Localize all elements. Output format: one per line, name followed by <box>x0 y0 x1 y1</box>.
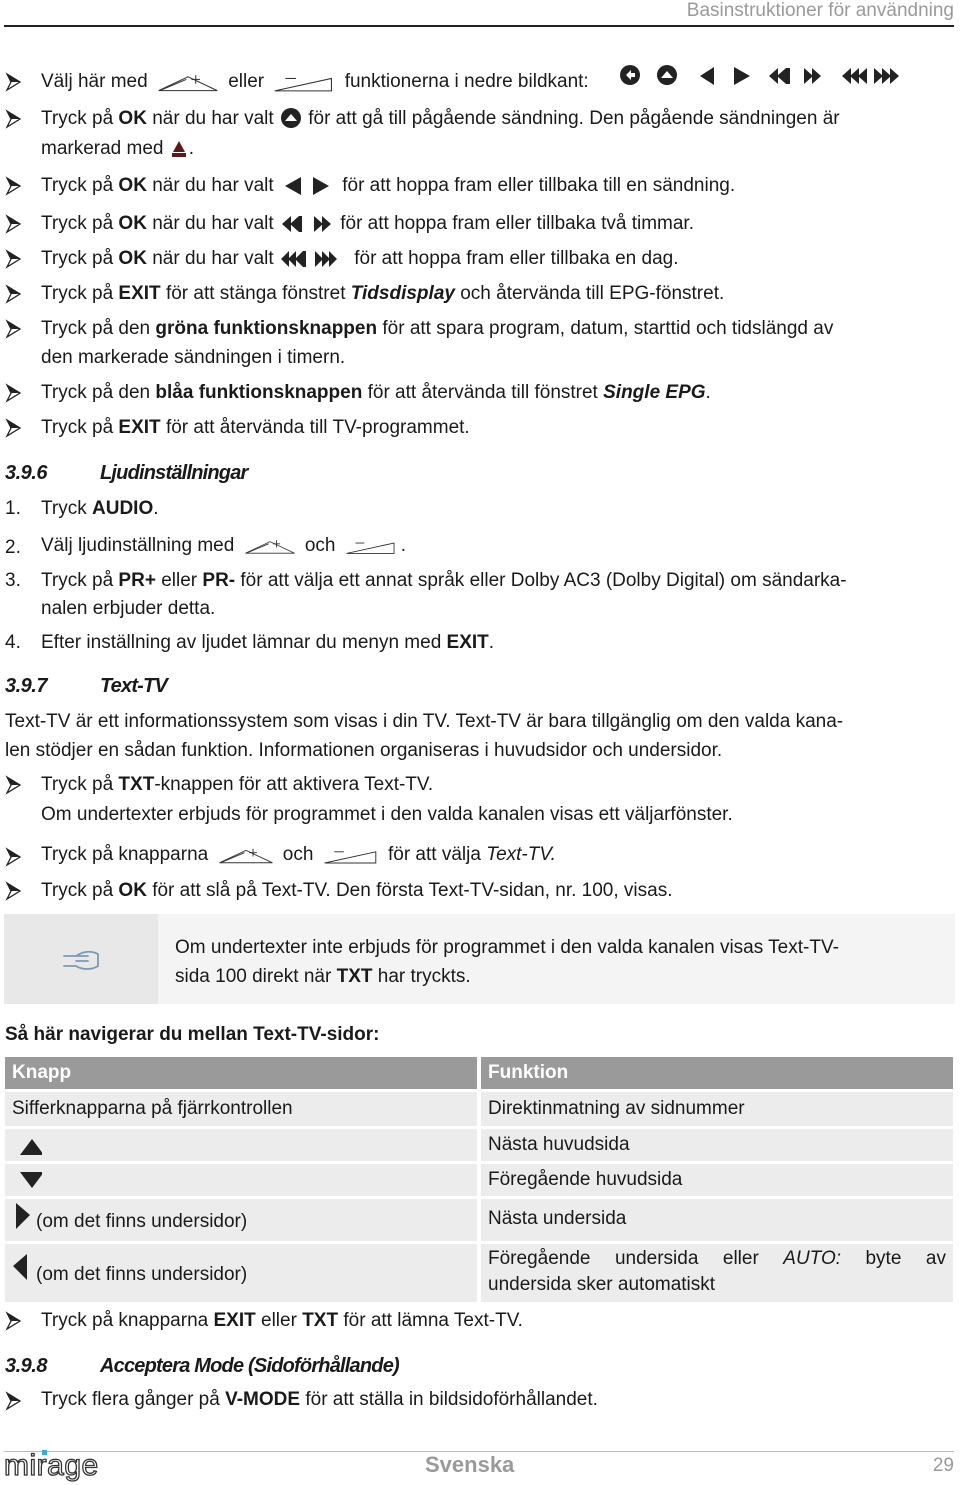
left-triangle-icon <box>700 67 714 85</box>
text: Tryck på knapparna <box>41 844 209 866</box>
triple-right-icon <box>874 68 899 84</box>
ok-key-label: OK <box>118 108 147 130</box>
plus-key-icon <box>157 70 219 94</box>
bullet-arrow-icon <box>5 175 23 197</box>
step-2 <box>41 534 406 558</box>
header-rule <box>4 25 954 27</box>
text: för att återvända till fönstret <box>367 382 598 403</box>
bullet-skip-two-hours <box>41 212 694 236</box>
bullet-arrow-icon <box>5 846 23 868</box>
text: Tryck på <box>41 774 114 795</box>
text: Efter inställning av ljudet lämnar du menyn med <box>41 632 442 653</box>
table-header-key: Knapp <box>5 1057 477 1089</box>
left-triangle-icon <box>11 1252 29 1282</box>
up-circle-icon <box>279 107 303 131</box>
exit-key-label: EXIT <box>213 1310 256 1331</box>
svg-text:mirage: mirage <box>4 1449 99 1482</box>
vmode-key-label: V-MODE <box>225 1389 301 1410</box>
table-cell-function: Nästa huvudsida <box>481 1129 953 1161</box>
bullet-vmode <box>41 1388 598 1412</box>
text: Välj här med <box>41 71 148 93</box>
step-1 <box>41 497 159 521</box>
text: Tryck på <box>41 417 114 438</box>
text: för att välja <box>387 844 481 866</box>
text: Tryck på <box>41 283 114 304</box>
section-title: Ljudinställningar <box>100 462 248 484</box>
page-header-title: Basinstruktioner för användning <box>686 0 954 21</box>
table-cell-function: Direktinmatning av sidnummer <box>481 1092 953 1126</box>
bullet-arrow-icon <box>5 382 23 404</box>
green-key-label: gröna funktionsknappen <box>155 318 378 339</box>
step-number: 4. <box>5 632 21 653</box>
section-title: Text-TV <box>100 675 167 697</box>
text: Tryck på <box>41 213 114 235</box>
text: för att återvända till TV-programmet. <box>165 417 470 438</box>
up-triangle-icon <box>12 1129 42 1161</box>
double-left-icon <box>769 68 790 84</box>
bullet-arrow-icon <box>5 417 23 439</box>
bullet-exit-tv <box>41 416 470 440</box>
text: och <box>304 535 336 557</box>
text: Tryck på <box>41 570 114 591</box>
text: när du har valt <box>152 213 274 235</box>
double-left-right-icons <box>279 212 335 236</box>
exit-key-label: EXIT <box>446 632 489 653</box>
ok-key-label: OK <box>118 880 147 901</box>
table-cell-function: Föregående huvudsida <box>481 1164 953 1196</box>
text: Tryck på <box>41 175 114 197</box>
pr-plus-key-label: PR+ <box>118 570 156 591</box>
bullet-go-to-current-cont <box>41 137 194 161</box>
step-number: 3. <box>5 570 21 591</box>
paragraph-line: Text-TV är ett informationssystem som visas i din TV. Text-TV är bara tillgänglig om den valda kana- <box>5 711 844 732</box>
text: undersida <box>614 1248 699 1269</box>
bullet-select-texttv <box>41 843 556 867</box>
bullet-arrow-icon <box>5 880 23 902</box>
step-4 <box>41 631 494 655</box>
bullet-green-key-cont <box>41 346 345 370</box>
bullet-arrow-icon <box>5 108 23 130</box>
current-marker-icon <box>169 139 189 159</box>
minus-key-icon <box>273 70 335 94</box>
text: . <box>188 138 195 159</box>
bullet-txt-key <box>41 773 433 797</box>
bullet-arrow-icon <box>5 213 23 235</box>
ok-key-label: OK <box>118 175 147 197</box>
text: eller <box>161 570 198 591</box>
text: Tryck på den <box>41 318 151 339</box>
text: har tryckts. <box>377 966 471 987</box>
audio-key-label: AUDIO <box>92 498 154 519</box>
text: Tryck på knapparna <box>41 1310 209 1331</box>
text: byte <box>865 1248 902 1269</box>
text: för att hoppa fram eller tillbaka till en sändning. <box>342 175 736 197</box>
text: och återvända till EPG-fönstret. <box>460 283 725 304</box>
section-number: 3.9.7 <box>5 675 47 697</box>
text: när du har valt <box>152 108 274 130</box>
window-name: Single EPG <box>603 382 706 403</box>
step-number: 1. <box>5 498 21 519</box>
minus-key-icon <box>323 843 379 867</box>
bullet-arrow-icon <box>5 248 23 270</box>
ok-key-label: OK <box>118 213 147 235</box>
bullet-ok-texttv <box>41 879 673 903</box>
text: . <box>400 535 407 557</box>
page-number: 29 <box>932 1455 954 1476</box>
bullet-go-to-current <box>41 107 840 131</box>
bullet-txt-key-cont: Om undertexter erbjuds för programmet i den valda kanalen visas ett väljarfönster. <box>41 804 733 825</box>
text: för att slå på Text-TV. Den första Text-TV-sidan, nr. 100, visas. <box>152 880 673 901</box>
plus-key-icon <box>218 843 274 867</box>
text: för att välja ett annat språk eller Dolby AC3 (Dolby Digital) om sändarka- <box>240 570 847 591</box>
text: Tryck <box>41 498 87 519</box>
bullet-arrow-icon <box>5 1390 23 1412</box>
note-line: Om undertexter inte erbjuds för programmet i den valda kanalen visas Text-TV- <box>175 937 839 958</box>
text: för att gå till pågående sändning. Den pågående sändningen är <box>308 108 840 130</box>
footer-language: Svenska <box>425 1452 515 1477</box>
justified-line <box>488 1248 946 1270</box>
plus-key-icon <box>244 534 296 558</box>
table-cell-key <box>5 1129 477 1161</box>
text: . <box>705 382 711 403</box>
txt-key-label: TXT <box>302 1310 339 1331</box>
text: Tryck på den <box>41 382 151 403</box>
bullet-skip-one <box>41 174 735 198</box>
bullet-arrow-icon <box>5 71 23 93</box>
down-triangle-icon <box>12 1164 42 1196</box>
text: när du har valt <box>152 248 274 270</box>
text: av <box>925 1248 946 1269</box>
text: eller <box>722 1248 759 1269</box>
text: Tryck flera gånger på <box>41 1389 220 1410</box>
step-3-cont <box>41 597 215 621</box>
right-triangle-icon <box>734 67 750 85</box>
text: eller <box>228 71 265 93</box>
bullet-blue-key <box>41 381 711 405</box>
text: (om det finns undersidor) <box>36 1264 248 1285</box>
exit-key-label: EXIT <box>118 417 161 438</box>
note-line <box>175 962 471 991</box>
bullet-skip-day <box>41 247 678 271</box>
bullet-exit-timedisplay <box>41 282 724 306</box>
text: Tryck på <box>41 248 114 270</box>
double-right-icon <box>804 68 821 84</box>
right-triangle-icon <box>13 1201 31 1231</box>
bullet-exit-texttv <box>41 1309 523 1333</box>
section-number: 3.9.6 <box>5 462 47 484</box>
minus-key-icon <box>345 534 397 558</box>
table-cell-key: Sifferknapparna på fjärrkontrollen <box>5 1092 477 1126</box>
step-3 <box>41 569 847 593</box>
text: sida 100 direkt när <box>175 966 332 987</box>
txt-key-label: TXT <box>118 774 155 795</box>
text: Föregående <box>488 1248 591 1269</box>
back-circle-icon <box>620 65 640 85</box>
exit-key-label: EXIT <box>118 283 161 304</box>
text: undersida sker automatiskt <box>488 1274 716 1295</box>
txt-key-label: TXT <box>336 966 373 987</box>
blue-key-label: blåa funktionsknappen <box>155 382 363 403</box>
text: -knappen för att aktivera Text-TV. <box>154 774 434 795</box>
table-cell-function: Nästa undersida <box>481 1199 953 1241</box>
section-number: 3.9.8 <box>5 1355 47 1377</box>
pointing-hand-icon <box>62 946 102 972</box>
step-number: 2. <box>5 537 21 558</box>
bullet-select-keys <box>41 70 589 94</box>
table-cell-key <box>5 1244 477 1302</box>
text: för att hoppa fram eller tillbaka två timmar. <box>340 213 694 235</box>
text: den markerade sändningen i timern. <box>41 347 346 368</box>
text: funktionerna i nedre bildkant: <box>344 71 589 93</box>
text: när du har valt <box>152 175 274 197</box>
ok-key-label: OK <box>118 248 147 270</box>
mirage-logo <box>4 1448 114 1482</box>
text: Tryck på <box>41 108 114 130</box>
text: för att spara program, datum, starttid och tidslängd av <box>382 318 834 339</box>
table-cell-function <box>481 1244 953 1302</box>
bullet-green-key <box>41 317 833 341</box>
left-right-triangle-icons <box>279 174 337 198</box>
section-title: Acceptera Mode (Sidoförhållande) <box>100 1355 399 1377</box>
window-name: Tidsdisplay <box>350 283 455 304</box>
text: markerad med <box>41 138 164 159</box>
text: . <box>488 632 495 653</box>
text: nalen erbjuder detta. <box>41 598 216 619</box>
text: för att ställa in bildsidoförhållandet. <box>305 1389 598 1410</box>
text: och <box>282 844 314 866</box>
epg-nav-icons <box>618 64 908 88</box>
triple-left-right-icons <box>279 247 349 271</box>
up-circle-icon <box>657 65 677 85</box>
bullet-arrow-icon <box>5 1310 23 1332</box>
text: Tryck på <box>41 880 114 901</box>
pr-minus-key-label: PR- <box>202 570 236 591</box>
table-cell-key <box>5 1199 477 1241</box>
text: för att hoppa fram eller tillbaka en dag. <box>354 248 679 270</box>
table-cell-key <box>5 1164 477 1196</box>
text: . <box>153 498 159 519</box>
bullet-arrow-icon <box>5 318 23 340</box>
text: (om det finns undersidor) <box>36 1211 248 1232</box>
paragraph-line: len stödjer en sådan funktion. Informationen organiseras i huvudsidor och undersidor. <box>5 740 723 761</box>
nav-heading: Så här navigerar du mellan Text-TV-sidor: <box>5 1024 380 1045</box>
text: för att stänga fönstret <box>165 283 346 304</box>
text: Välj ljudinställning med <box>41 535 235 557</box>
text: eller <box>261 1310 297 1331</box>
bullet-arrow-icon <box>5 774 23 796</box>
auto-label: AUTO: <box>783 1248 841 1269</box>
menu-item-name: Text-TV. <box>486 844 556 866</box>
triple-left-icon <box>842 68 867 84</box>
table-header-function: Funktion <box>481 1057 953 1089</box>
text: för att lämna Text-TV. <box>343 1310 523 1331</box>
bullet-arrow-icon <box>5 283 23 305</box>
